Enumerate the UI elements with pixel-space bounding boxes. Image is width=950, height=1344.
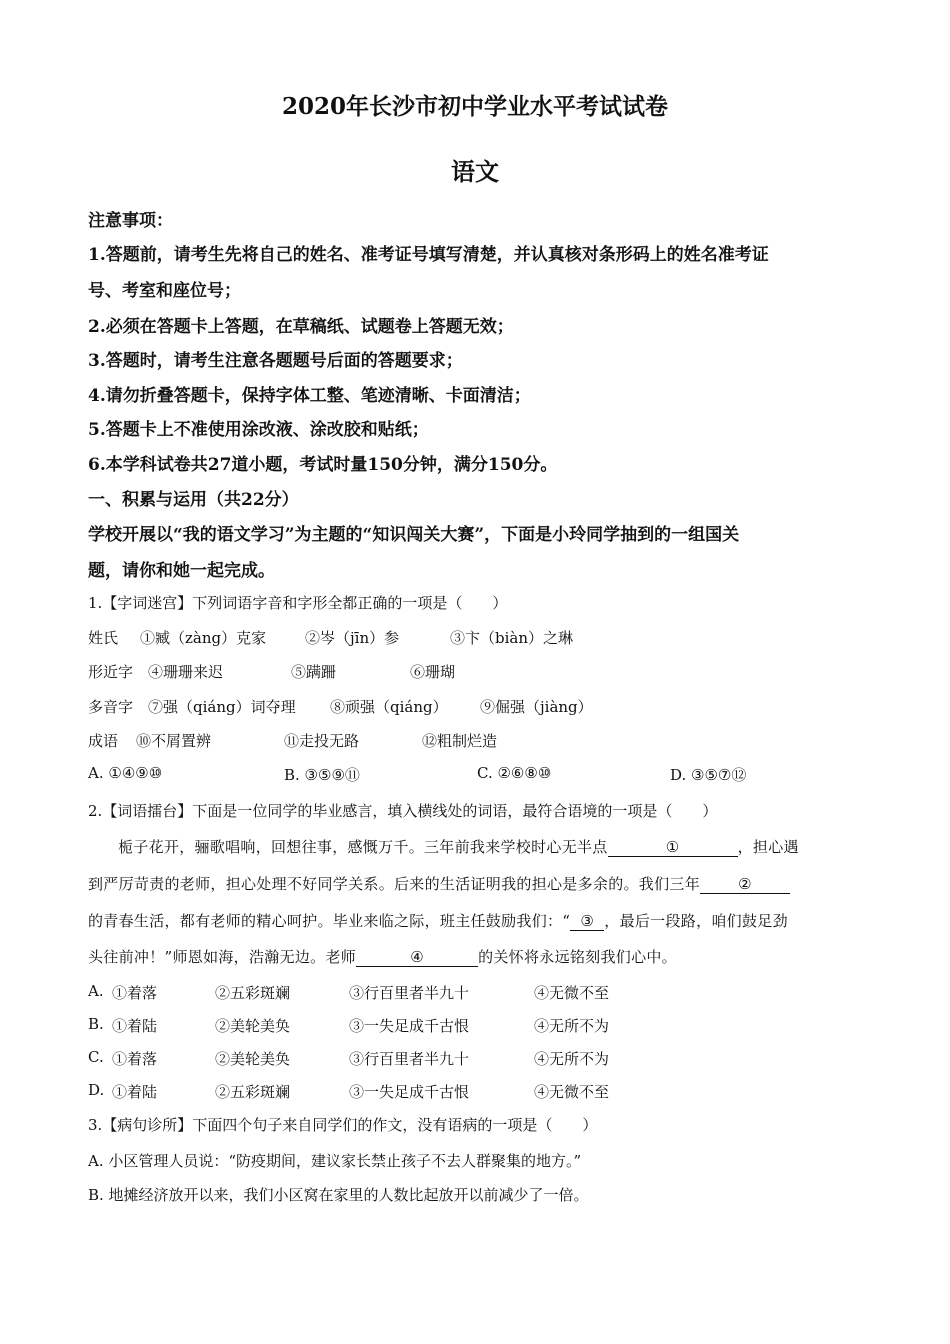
passage-text: 头往前冲！”师恩如海，浩瀚无边。老师 (88, 948, 357, 966)
option-item: ③行百里者半九十 (349, 1050, 470, 1068)
passage-text: 栀子花开，骊歌唱响，回想往事，感慨万千。三年前我来学校时心无半点 (118, 838, 608, 856)
notice-item: 5.答题卡上不准使用涂改液、涂改胶和贴纸； (88, 420, 429, 440)
section-heading: 一、积累与运用（共22分） (88, 490, 299, 510)
row-item: ⑨倔强（jiàng） (480, 698, 593, 716)
passage-text: ，最后一段路，咱们鼓足劲 (604, 912, 788, 930)
option-item: ①着落 (112, 984, 158, 1002)
option-item: ③行百里者半九十 (349, 984, 470, 1002)
notice-item: 号、考室和座位号； (88, 281, 241, 301)
option-item: ②五彩斑斓 (215, 984, 291, 1002)
passage-line (118, 836, 799, 857)
row-item: ③卞（biàn）之琳 (450, 629, 574, 647)
notice-item: 3.答题时，请考生注意各题题号后面的答题要求； (88, 351, 463, 371)
blank-2: ② (700, 875, 790, 894)
passage-text: 的关怀将永远铭刻我们心中。 (478, 948, 677, 966)
row-label: 姓氏 (88, 629, 119, 647)
blank-1: ① (608, 838, 738, 857)
option-item: ②五彩斑斓 (215, 1083, 291, 1101)
passage-line (88, 910, 788, 931)
option-c: C. ②⑥⑧⑩ (477, 764, 552, 782)
option-letter: D. (88, 1081, 105, 1099)
notice-heading: 注意事项： (88, 211, 173, 231)
passage-line (88, 946, 677, 967)
section-intro: 学校开展以“我的语文学习”为主题的“知识闯关大赛”，下面是小玲同学抽到的一组国关 (88, 525, 740, 545)
option-item: ①着陆 (112, 1083, 158, 1101)
option-item: ④无所不为 (534, 1050, 610, 1068)
row-item: ⑤蹒跚 (291, 663, 337, 681)
section-intro: 题，请你和她一起完成。 (88, 561, 275, 581)
option-item: ①着落 (112, 1050, 158, 1068)
question-1-stem: 1.【字词迷宫】下列词语字音和字形全都正确的一项是（ ） (88, 594, 508, 612)
blank-4: ④ (356, 948, 478, 967)
option-letter: B. (88, 1015, 104, 1033)
option-item: ③一失足成千古恨 (349, 1017, 470, 1035)
option-item: ④无微不至 (534, 984, 610, 1002)
question-2-stem: 2.【词语擂台】下面是一位同学的毕业感言，填入横线处的词语，最符合语境的一项是（ ） (88, 802, 718, 820)
passage-text: 到严厉苛责的老师，担心处理不好同学关系。后来的生活证明我的担心是多余的。我们三年 (88, 875, 701, 893)
notice-item: 6.本学科试卷共27道小题，考试时量150分钟，满分150分。 (88, 455, 558, 475)
notice-item: 2.必须在答题卡上答题，在草稿纸、试题卷上答题无效； (88, 317, 514, 337)
blank-3: ③ (570, 912, 604, 931)
question-3-stem: 3.【病句诊所】下面四个句子来自同学们的作文，没有语病的一项是（ ） (88, 1116, 598, 1134)
row-item: ④珊珊来迟 (148, 663, 224, 681)
option-item: ①着陆 (112, 1017, 158, 1035)
row-label: 成语 (88, 732, 119, 750)
notice-item: 1.答题前，请考生先将自己的姓名、准考证号填写清楚，并认真核对条形码上的姓名准考证 (88, 245, 769, 265)
row-label: 形近字 (88, 663, 134, 681)
option-letter: C. (88, 1048, 104, 1066)
row-item: ②岑（jīn）参 (305, 629, 400, 647)
option-b: B. ③⑤⑨⑪ (284, 766, 360, 784)
row-item: ⑩不屑置辨 (136, 732, 212, 750)
row-item: ⑦强（qiáng）词夺理 (148, 698, 296, 716)
row-item: ⑥珊瑚 (410, 663, 456, 681)
option-letter: A. (88, 982, 104, 1000)
row-item: ⑫粗制烂造 (422, 732, 498, 750)
option-item: ②美轮美奂 (215, 1050, 291, 1068)
row-item: ①臧（zàng）克家 (140, 629, 267, 647)
q3-option-a: A. 小区管理人员说：“防疫期间，建议家长禁止孩子不去人群聚集的地方。” (88, 1152, 582, 1170)
row-item: ⑧顽强（qiáng） (330, 698, 448, 716)
subject-title: 语文 (451, 157, 499, 186)
exam-title: 2020年长沙市初中学业水平考试试卷 (281, 93, 668, 120)
passage-line (88, 873, 790, 894)
option-a: A. ①④⑨⑩ (88, 764, 163, 782)
option-d: D. ③⑤⑦⑫ (670, 766, 747, 784)
option-item: ③一失足成千古恨 (349, 1083, 470, 1101)
option-item: ④无微不至 (534, 1083, 610, 1101)
option-item: ④无所不为 (534, 1017, 610, 1035)
option-item: ②美轮美奂 (215, 1017, 291, 1035)
passage-text: ，担心遇 (737, 838, 799, 856)
row-label: 多音字 (88, 698, 134, 716)
row-item: ⑪走投无路 (284, 732, 360, 750)
passage-text: 的青春生活，都有老师的精心呵护。毕业来临之际，班主任鼓励我们：“ (88, 912, 571, 930)
notice-item: 4.请勿折叠答题卡，保持字体工整、笔迹清晰、卡面清洁； (88, 386, 531, 406)
q3-option-b: B. 地摊经济放开以来，我们小区窝在家里的人数比起放开以前减少了一倍。 (88, 1186, 589, 1204)
